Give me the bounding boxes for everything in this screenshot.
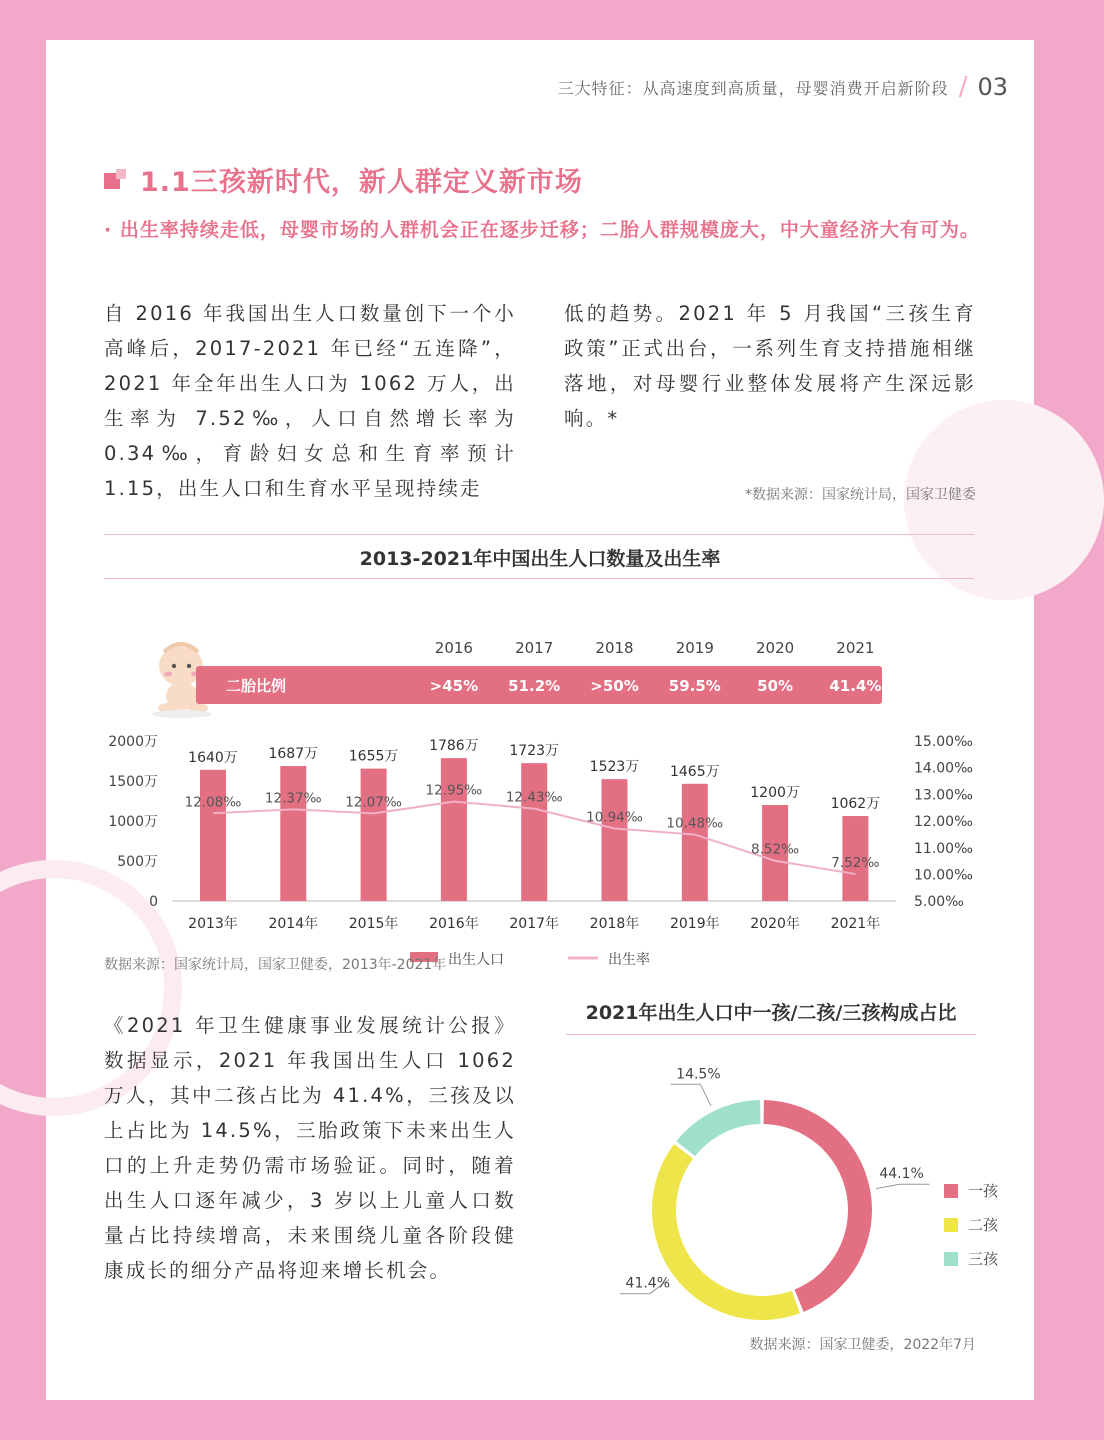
y-tick-label: 0 [149,894,158,910]
population-bar [521,763,547,901]
body-paragraph: 《2021 年卫生健康事业发展统计公报》数据显示，2021 年我国出生人口 1062 万人，其中二孩占比为 41.4%，三孩及以上占比为 14.5%，三胎政策下未来出生人口的上升走势仍需市场验证。同时，随着出生人口逐年减少，3 岁以上儿童人口数量占比持续增高，未来围绕儿童各阶段健康成长的细分产品将迎来增长机会。 [104,1014,516,1282]
data-source-note: *数据来源：国家统计局，国家卫健委 [745,487,976,503]
rate-value-label: 8.52‰ [751,841,800,858]
bar-value-label: 1655万 [348,748,399,765]
donut-legend-label: 一孩 [968,1182,999,1200]
rate-value-label: 10.94‰ [586,809,643,826]
chart-title-bottom-rule [104,578,974,579]
bar-value-label: 1465万 [669,763,720,780]
y2-tick-label: 10.00‰ [914,867,973,884]
donut-legend-swatch [944,1218,958,1232]
x-tick-label: 2018年 [589,916,640,932]
report-page [46,40,1034,1400]
bar-value-label: 1062万 [830,796,881,813]
bar-chart-source: 数据来源：国家统计局，国家卫健委，2013年-2021年 [104,957,447,973]
section-subtitle: · 出生率持续走低，母婴市场的人群机会正在逐步迁移；二胎人群规模庞大，中大童经济大有可为。 [104,219,980,241]
rate-value-label: 12.07‰ [345,794,402,811]
page-header [558,72,1008,102]
x-tick-label: 2017年 [509,916,560,932]
y2-tick-label: 12.00‰ [914,814,973,831]
second-child-value: >50% [590,677,639,695]
legend-population-label: 出生人口 [448,952,504,968]
y2-tick-label: 13.00‰ [914,787,973,804]
slice-leader-line [876,1184,930,1188]
second-child-year: 2018 [595,639,634,657]
page-number: 03 [977,73,1008,101]
y-tick-label: 500万 [117,854,158,870]
x-tick-label: 2021年 [830,916,881,932]
second-child-value: 59.5% [668,677,721,695]
second-child-value: 51.2% [508,677,561,695]
x-tick-label: 2014年 [268,916,319,932]
bar-chart-title: 2013-2021年中国出生人口数量及出生率 [359,548,721,570]
second-child-value: 41.4% [829,677,882,695]
section-title-text: 1.1三孩新时代，新人群定义新市场 [140,167,583,198]
x-tick-label: 2015年 [348,916,399,932]
population-bar [280,766,306,901]
donut-legend-label: 三孩 [968,1250,999,1268]
legend-rate-label: 出生率 [608,952,650,968]
donut-legend-swatch [944,1184,958,1198]
population-bar [441,758,467,901]
second-child-label: 二胎比例 [225,677,287,695]
second-child-year: 2019 [675,639,714,657]
second-child-year: 2016 [434,639,473,657]
x-tick-label: 2020年 [750,916,800,932]
y2-tick-label: 14.00‰ [914,760,973,777]
second-child-year: 2020 [756,639,795,657]
bar-value-label: 1786万 [429,738,479,755]
population-bar [682,784,708,901]
x-tick-label: 2019年 [669,916,720,932]
section-title [104,160,583,199]
donut-slice [676,1100,760,1156]
slice-percent-label: 44.1% [879,1166,924,1183]
square-bullet-icon [104,169,128,191]
rate-value-label: 12.43‰ [505,789,563,806]
header-section-text: 三大特征：从高速度到高质量，母婴消费开启新阶段 [557,78,949,98]
second-child-year: 2021 [836,639,875,657]
rate-value-label: 10.48‰ [666,815,724,832]
bar-value-label: 1523万 [589,759,640,776]
slice-leader-line [670,1084,711,1106]
bar-value-label: 1640万 [188,749,238,766]
child-order-donut-chart [546,1042,1006,1332]
chart-title-top-rule [104,534,974,535]
y-tick-label: 2000万 [108,734,158,750]
x-tick-label: 2016年 [429,916,479,932]
y-tick-label: 1000万 [108,814,158,830]
second-child-value: >45% [429,677,479,695]
slice-percent-label: 14.5% [676,1066,721,1083]
donut-chart-source: 数据来源：国家卫健委，2022年7月 [749,1337,976,1353]
population-bar [361,769,387,901]
rate-value-label: 7.52‰ [831,855,880,872]
intro-paragraph-left: 自 2016 年我国出生人口数量创下一个小高峰后，2017-2021 年已经“五连降”，2021 年全年出生人口为 1062 万人，出生率为 7.52‰，人口自然增长率为 0.34‰，育龄妇女总和生育率预计1.15，出生人口和生育水平呈现持续走 [104,302,516,500]
donut-title-rule [566,1034,976,1035]
donut-legend-swatch [944,1252,958,1266]
donut-legend-label: 二孩 [968,1216,999,1234]
intro-paragraph-right: 低的趋势。2021 年 5 月我国“三孩生育政策”正式出台，一系列生育支持措施相继落地，对母婴行业整体发展将产生深远影响。* [564,302,976,430]
slice-percent-label: 41.4% [625,1275,671,1292]
rate-value-label: 12.37‰ [264,790,322,807]
population-bar [200,770,226,901]
population-bar [602,779,628,901]
rate-value-label: 12.95‰ [425,782,483,799]
bar-value-label: 1687万 [268,746,319,763]
y2-tick-label: 15.00‰ [914,734,973,750]
second-child-value: 50% [757,677,794,695]
bar-value-label: 1723万 [509,743,560,760]
y-tick-label: 1500万 [108,774,158,790]
y2-tick-label: 11.00‰ [914,840,973,857]
x-tick-label: 2013年 [188,916,238,932]
second-child-year: 2017 [515,639,554,657]
bar-value-label: 1200万 [750,785,800,801]
rate-value-label: 12.08‰ [184,794,242,811]
donut-chart-title: 2021年出生人口中一孩/二孩/三孩构成占比 [585,1002,957,1024]
donut-slice [652,1144,800,1320]
header-divider: / [958,72,968,102]
donut-slice [764,1100,872,1312]
y2-tick-label: 5.00‰ [914,894,964,911]
